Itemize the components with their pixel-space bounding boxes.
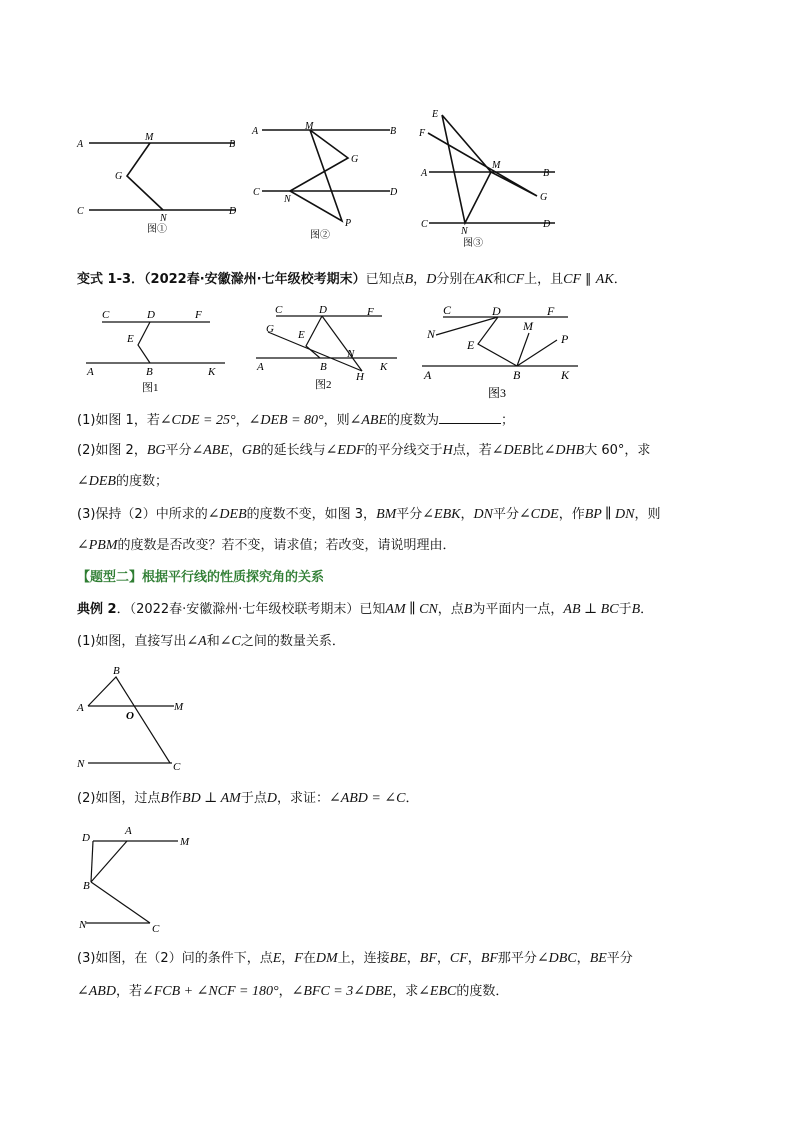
point-label: G	[115, 171, 123, 182]
figure-caption: 图②	[310, 230, 330, 241]
point-label: D	[147, 309, 155, 321]
point-label: M	[180, 836, 190, 848]
answer-blank[interactable]	[439, 411, 501, 424]
point-label: A	[125, 825, 132, 837]
point-label: K	[561, 368, 570, 382]
figure-caption: 图③	[463, 238, 483, 249]
point-label: G	[540, 192, 548, 203]
point-label: N	[427, 327, 436, 341]
point-label: A	[77, 702, 84, 714]
point-label: D	[82, 832, 90, 844]
point-label: C	[421, 219, 428, 230]
point-label: A	[424, 368, 432, 382]
top-figure-2	[250, 118, 410, 243]
point-label: K	[380, 361, 388, 373]
example-question-1: (1)如图，直接写出∠A和∠C之间的数量关系．	[77, 634, 345, 649]
example-figure-1	[72, 660, 197, 775]
point-label: B	[390, 126, 397, 137]
point-label: E	[467, 338, 475, 352]
point-label: C	[77, 206, 84, 217]
figure-caption: 图①	[147, 224, 167, 235]
point-label: G	[266, 323, 274, 335]
point-label: B	[229, 139, 236, 150]
example-question-2: (2)如图，过点B作BD ⊥ AM于点D，求证：∠ABD = ∠C．	[77, 791, 419, 806]
point-label: N	[77, 758, 85, 770]
question-2: (2)如图 2，BG平分∠ABE，GB的延长线与∠EDF的平分线交于H点，若∠DEB比∠DHB大 60°，求	[77, 443, 651, 458]
mid-figure-2	[252, 302, 402, 397]
point-label: C	[102, 309, 110, 321]
point-label: M	[145, 132, 154, 143]
point-label: D	[390, 187, 398, 198]
point-label: B	[113, 665, 120, 677]
point-label: C	[152, 923, 160, 935]
variant-stem: 变式 1-3．（2022春·安徽滁州·七年级校考期末）已知点B，D分别在AK和CF上，且CF ∥ AK．	[77, 272, 627, 287]
point-label: C	[173, 761, 181, 773]
point-label: F	[195, 309, 202, 321]
example-label: 典例 2	[77, 602, 117, 617]
point-label: H	[356, 371, 364, 383]
point-label: M	[492, 160, 501, 171]
point-label: F	[419, 128, 426, 139]
point-label: N	[284, 194, 291, 205]
figure-caption: 图3	[488, 386, 507, 400]
point-label: E	[298, 329, 305, 341]
figure-caption: 图1	[142, 382, 159, 394]
variant-source: （2022春·安徽滁州·七年级校考期末）	[144, 272, 366, 287]
point-label: N	[160, 213, 167, 224]
point-label: A	[421, 168, 428, 179]
figure-caption: 图2	[315, 379, 332, 391]
point-label: K	[208, 366, 216, 378]
example-question-3-cont: ∠ABD，若∠FCB + ∠NCF = 180°，∠BFC = 3∠DBE，求∠EBC的度数．	[77, 984, 509, 999]
top-figure-3	[415, 105, 565, 253]
mid-figure-3	[418, 300, 588, 400]
point-label: A	[257, 361, 264, 373]
point-label: E	[127, 333, 134, 345]
example-figure-2	[72, 820, 202, 935]
point-label: F	[547, 304, 555, 318]
point-label: A	[77, 139, 84, 150]
point-label: B	[320, 361, 327, 373]
point-label: D	[492, 304, 501, 318]
example-stem: 典例 2．（2022春·安徽滁州·七年级校联考期末）已知AM ∥ CN，点B为平面内一点，AB ⊥ BC于B．	[77, 602, 654, 617]
point-label: A	[87, 366, 94, 378]
question-3: (3)保持（2）中所求的∠DEB的度数不变，如图 3，BM平分∠EBK，DN平分∠CDE，作BP ∥ DN，则	[77, 507, 661, 522]
point-label: C	[275, 304, 283, 316]
top-figure-1	[75, 128, 245, 238]
point-label: N	[461, 226, 468, 237]
point-label: F	[367, 306, 374, 318]
question-2-cont: ∠DEB的度数；	[77, 474, 168, 489]
point-label: D	[319, 304, 327, 316]
mid-figure-1	[80, 305, 230, 400]
question-3-cont: ∠PBM的度数是否改变？若不变，请求值；若改变，请说明理由．	[77, 538, 456, 553]
point-label: M	[523, 319, 533, 333]
point-label: A	[252, 126, 259, 137]
point-label: B	[83, 880, 90, 892]
point-label: C	[253, 187, 260, 198]
point-label: N	[347, 348, 355, 360]
example-question-3: (3)如图，在（2）问的条件下，点E，F在DM上，连接BE，BF，CF，BF那平分∠DBC，BE平分	[77, 951, 633, 966]
point-label: B	[513, 368, 521, 382]
point-label: D	[229, 206, 237, 217]
point-label: O	[126, 710, 134, 722]
point-label: C	[443, 303, 452, 317]
point-label: M	[174, 701, 184, 713]
section-heading: 【题型二】根据平行线的性质探究角的关系	[77, 570, 325, 585]
point-label: P	[561, 332, 569, 346]
point-label: E	[432, 109, 439, 120]
point-label: D	[543, 219, 551, 230]
point-label: P	[345, 218, 352, 229]
variant-label: 变式 1-3	[77, 272, 132, 287]
point-label: N	[79, 919, 87, 931]
point-label: M	[305, 121, 314, 132]
question-1: (1)如图 1，若∠CDE = 25°，∠DEB = 80°，则∠ABE的度数为 ；	[77, 413, 515, 428]
point-label: G	[351, 154, 359, 165]
point-label: B	[146, 366, 153, 378]
point-label: B	[543, 168, 550, 179]
